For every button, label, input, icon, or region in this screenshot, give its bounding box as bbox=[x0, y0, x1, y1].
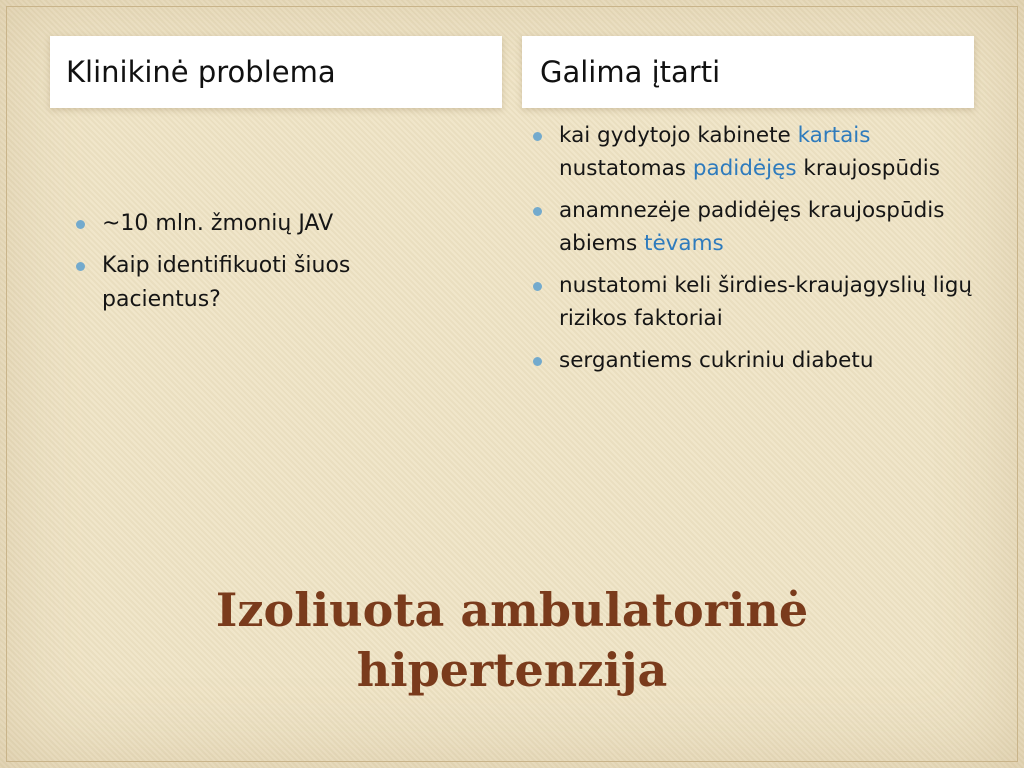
title-line-1: Izoliuota ambulatorinė bbox=[215, 583, 809, 637]
list-item bbox=[527, 119, 997, 185]
bullet-dot-icon bbox=[533, 132, 542, 141]
slide-title bbox=[0, 580, 1024, 700]
bullet-dot-icon bbox=[533, 207, 542, 216]
bullet-dot-icon bbox=[533, 282, 542, 291]
bullet-text-part: nustatomas bbox=[559, 156, 693, 181]
bullet-text: Kaip identifikuoti šiuos pacientus? bbox=[102, 253, 351, 312]
bullet-text-part: kraujospūdis bbox=[796, 156, 940, 181]
left-bullet-list bbox=[70, 207, 470, 325]
bullet-text: sergantiems cukriniu diabetu bbox=[559, 348, 874, 373]
bullet-text-part: anamnezėje padidėjęs kraujospūdis abiems bbox=[559, 198, 945, 256]
list-item bbox=[527, 194, 997, 260]
header-box-clinical-problem bbox=[50, 36, 502, 108]
list-item bbox=[527, 344, 997, 377]
title-line-2: hipertenzija bbox=[356, 643, 668, 697]
highlight-text: padidėjęs bbox=[692, 156, 797, 181]
bullet-dot-icon bbox=[76, 220, 85, 229]
list-item bbox=[527, 269, 997, 335]
bullet-text-part: kai gydytojo kabinete bbox=[559, 123, 798, 148]
header-clinical-problem: Klinikinė problema bbox=[66, 55, 336, 89]
highlight-text: tėvams bbox=[644, 231, 724, 256]
bullet-text: ~10 mln. žmonių JAV bbox=[102, 211, 334, 236]
header-box-suspect bbox=[522, 36, 974, 108]
list-item bbox=[70, 207, 470, 241]
list-item bbox=[70, 249, 470, 317]
right-bullet-list bbox=[527, 119, 997, 386]
header-suspect: Galima įtarti bbox=[540, 55, 721, 89]
bullet-text: nustatomi keli širdies-kraujagyslių ligų rizikos faktoriai bbox=[559, 273, 972, 331]
bullet-dot-icon bbox=[533, 357, 542, 366]
highlight-text: kartais bbox=[797, 123, 871, 148]
bullet-dot-icon bbox=[76, 262, 85, 271]
